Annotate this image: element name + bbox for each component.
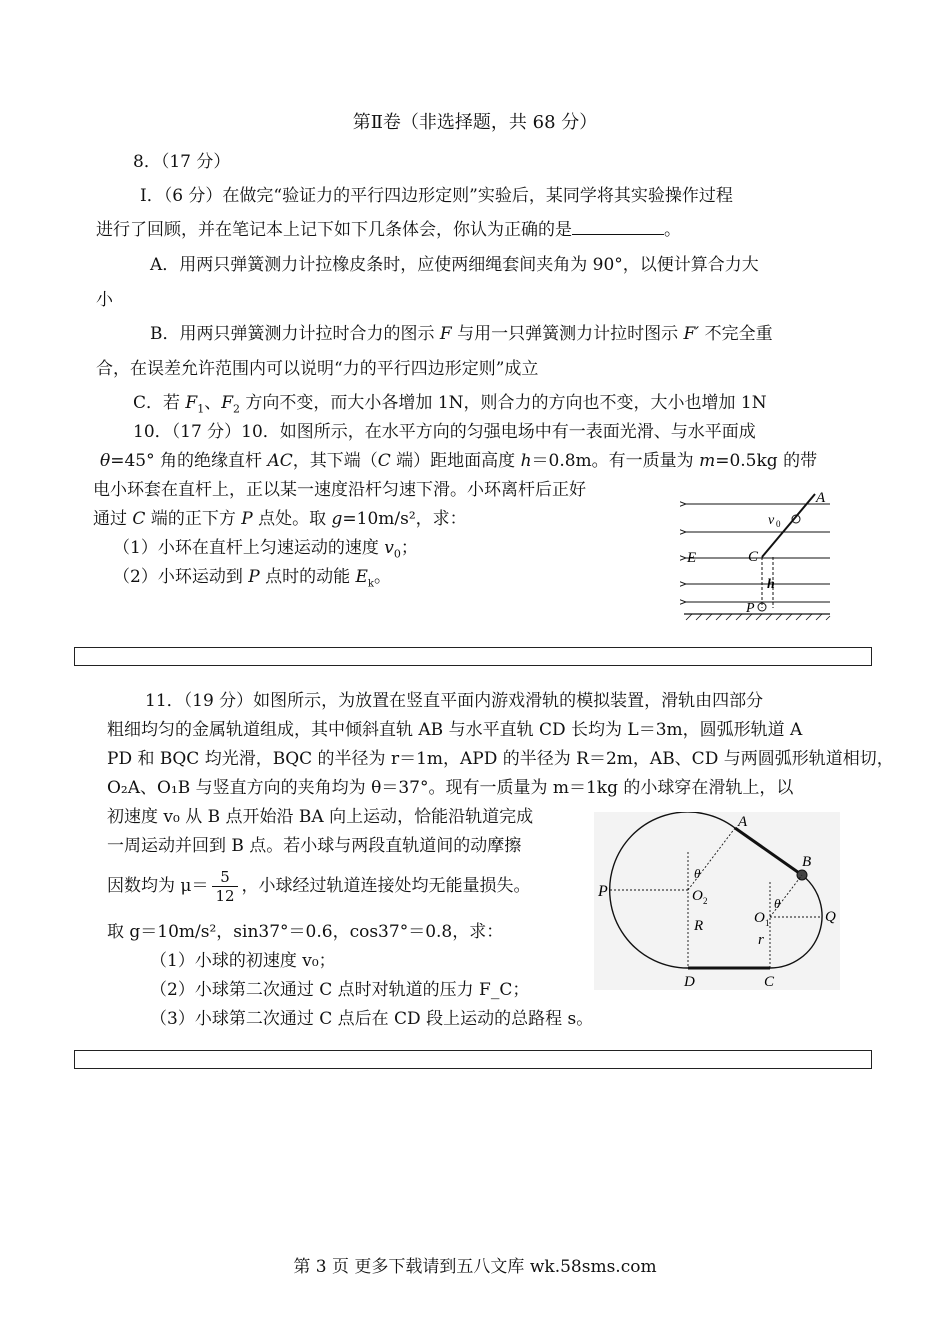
answer-box-q10[interactable]	[74, 647, 872, 666]
q10-line3: 电小环套在直杆上，正以某一速度沿杆匀速下滑。小环离杆后正好	[93, 480, 586, 500]
text: 与用一只弹簧测力计拉时图示	[451, 324, 684, 344]
q8-stem-line1: Ⅰ．（6 分）在做完“验证力的平行四边形定则”实验后，某同学将其实验操作过程	[140, 186, 733, 206]
q11-line4: O₂A、O₁B 与竖直方向的夹角均为 θ＝37°。现有一质量为 m＝1kg 的小球穿在滑轨上，以	[107, 778, 794, 798]
text: 端）距地面高度	[390, 451, 521, 471]
text: 不完全重	[699, 324, 773, 344]
label-O1: O	[754, 910, 765, 926]
label-B: B	[802, 854, 812, 870]
label-R: R	[694, 918, 704, 934]
subscript: 2	[233, 402, 241, 416]
text: 点处。取	[252, 509, 332, 529]
text: （2）小环运动到	[113, 567, 249, 587]
text: ＝0.8m。有一质量为	[531, 451, 700, 471]
var-F-prime: F′	[683, 324, 700, 344]
page-footer: 第 3 页 更多下载请到五八文库 wk.58sms.com	[293, 1257, 657, 1277]
var-theta: θ	[100, 451, 111, 471]
q10-sub2	[113, 565, 391, 596]
q11-line2: 粗细均匀的金属轨道组成，其中倾斜直轨 AB 与水平直轨 CD 长均为 L＝3m，圆弧形轨道 A	[107, 720, 803, 740]
var-AC: AC	[267, 451, 293, 471]
denominator: 12	[215, 887, 235, 905]
var-F: F	[221, 393, 234, 413]
text: ，其下端（	[292, 451, 378, 471]
label-O1-sub: 1	[765, 918, 770, 928]
q11-figure	[594, 812, 840, 990]
var-C: C	[377, 451, 391, 471]
text: C．若	[133, 393, 186, 413]
q8-header: 8．（17 分）	[133, 152, 231, 172]
var-P: P	[241, 509, 253, 529]
q11-line1: 11．（19 分）如图所示，为放置在竖直平面内游戏滑轨的模拟装置，滑轨由四部分	[145, 691, 764, 711]
label-P: P	[598, 883, 608, 900]
q11-sub3: （3）小球第二次通过 C 点后在 CD 段上运动的总路程 s。	[150, 1009, 594, 1029]
q11-line6: 一周运动并回到 B 点。若小球与两段直轨道间的动摩擦	[107, 836, 522, 856]
var-E: E	[355, 567, 368, 587]
label-C: C	[764, 974, 775, 990]
label-v0: v	[768, 513, 775, 528]
text: ；	[400, 538, 418, 558]
subscript: k	[367, 578, 374, 590]
label-r: r	[758, 932, 764, 948]
label-O2: O	[692, 888, 703, 904]
var-g: g	[331, 509, 343, 529]
label-A: A	[738, 814, 748, 830]
label-theta-2: θ	[694, 866, 701, 881]
q8-option-c	[133, 391, 767, 421]
ground-hatch	[686, 614, 830, 620]
var-h: h	[520, 451, 532, 471]
answer-blank[interactable]	[572, 220, 664, 235]
label-theta-1: θ	[774, 896, 781, 911]
q11-sub2: （2）小球第二次通过 C 点时对轨道的压力 F_C；	[150, 980, 530, 1000]
text: 、	[204, 393, 222, 413]
q8-stem-line2	[96, 218, 681, 242]
subscript: 1	[197, 402, 205, 416]
label-P: P	[746, 601, 755, 616]
mu-fraction	[212, 868, 237, 905]
q8-option-b-line2: 合，在误差允许范围内可以说明“力的平行四边形定则”成立	[96, 359, 539, 379]
var-v: v	[384, 538, 394, 558]
text: 。	[373, 567, 391, 587]
text: B．用两只弹簧测力计拉时合力的图示	[150, 324, 440, 344]
text: （1）小环在直杆上匀速运动的速度	[113, 538, 385, 558]
label-C: C	[748, 549, 759, 565]
var-F: F	[185, 393, 198, 413]
text: 端的正下方	[145, 509, 242, 529]
text: 方向不变，而大小各增加 1N，则合力的方向也不变，大小也增加 1N	[240, 393, 767, 413]
label-D: D	[684, 974, 695, 990]
answer-box-q11[interactable]	[74, 1050, 872, 1069]
q10-line1: 10．（17 分）10．如图所示，在水平方向的匀强电场中有一表面光滑、与水平面成	[133, 422, 756, 442]
q8-option-a-line1: A．用两只弹簧测力计拉橡皮条时，应使两细绳套间夹角为 90°，以便计算合力大	[150, 255, 759, 275]
text: 通过	[93, 509, 133, 529]
var-P: P	[248, 567, 260, 587]
var-m: m	[699, 451, 716, 471]
q8-option-a-line2: 小	[96, 290, 113, 310]
q11-line5: 初速度 v₀ 从 B 点开始沿 BA 向上运动，恰能沿轨道完成	[107, 807, 534, 827]
q11-sub1: （1）小球的初速度 v₀；	[150, 951, 336, 971]
q11-line3: PD 和 BQC 均光滑，BQC 的半径为 r＝1m，APD 的半径为 R＝2m，AB、CD 与两圆弧形轨道相切，	[107, 749, 894, 769]
label-h: h	[767, 577, 775, 592]
label-v0-sub: 0	[776, 519, 781, 529]
text: 点时的动能	[259, 567, 356, 587]
q11-line8: 取 g＝10m/s²，sin37°＝0.6，cos37°＝0.8，求：	[107, 922, 504, 942]
q10-sub1	[113, 536, 418, 566]
label-Q: Q	[825, 909, 836, 925]
q11-line7	[107, 866, 531, 906]
q10-figure	[680, 486, 840, 622]
figure-background	[594, 812, 840, 990]
section-title: 第Ⅱ卷（非选择题，共 68 分）	[352, 112, 598, 133]
q8-stem-end: 。	[664, 220, 681, 240]
var-C: C	[132, 509, 146, 529]
label-O2-sub: 2	[703, 896, 708, 906]
label-A: A	[816, 490, 826, 506]
q10-line4	[93, 507, 467, 531]
text: =45° 角的绝缘直杆	[110, 451, 268, 471]
label-E: E	[687, 550, 697, 566]
q8-stem-text: 进行了回顾，并在笔记本上记下如下几条体会，你认为正确的是	[96, 220, 572, 240]
numerator: 5	[212, 868, 237, 887]
subscript: 0	[393, 547, 401, 561]
text: ，小球经过轨道连接处均无能量损失。	[241, 876, 531, 896]
text: =0.5kg 的带	[715, 451, 818, 471]
text: =10m/s²，求：	[342, 509, 467, 529]
var-F: F	[439, 324, 452, 344]
q8-option-b-line1	[150, 322, 773, 346]
text: 因数均为 μ＝	[107, 876, 209, 896]
q10-line2	[100, 449, 817, 473]
